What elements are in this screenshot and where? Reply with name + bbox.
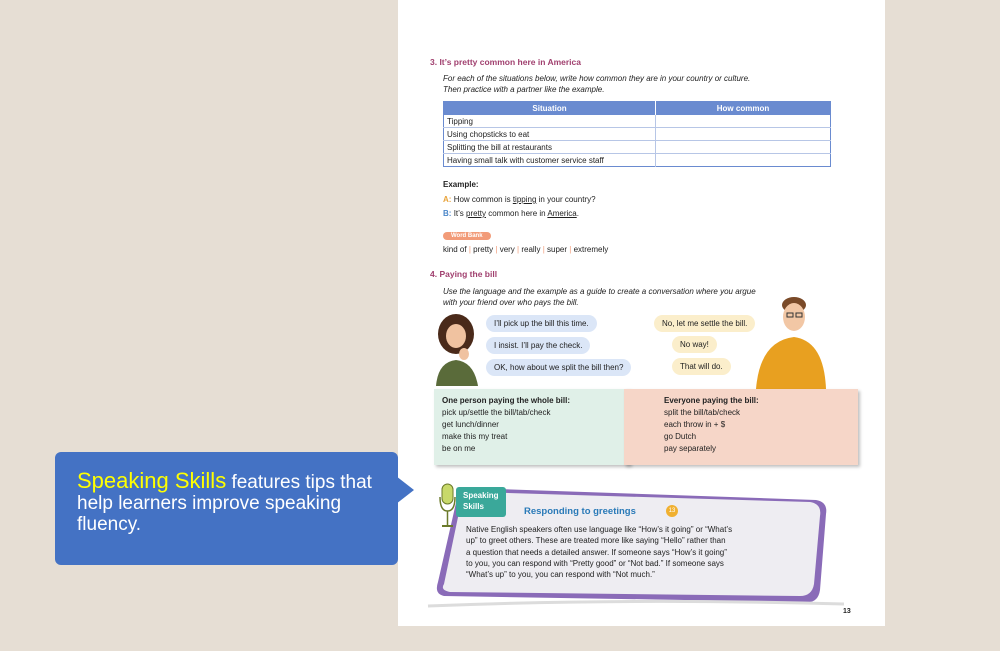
speech-bubble-left: I’ll pick up the bill this time. (486, 315, 597, 332)
situation-cell: Having small talk with customer service staff (444, 154, 656, 167)
word-bank-list: kind of | pretty | very | really | super | extremely (443, 245, 609, 254)
example-label: Example: (443, 180, 479, 189)
callout-description: features tips that help learners improve speaking fluency. (77, 472, 372, 535)
how-common-cell[interactable] (656, 141, 831, 154)
example-line-b: B: It’s pretty common here in America. (443, 209, 579, 218)
one-person-paying-box: One person paying the whole bill: pick up/settle the bill/tab/check get lunch/dinner make this my treat be on me (434, 389, 630, 465)
feature-callout (55, 452, 398, 565)
section-4-instructions: Use the language and the example as a guide to create a conversation where you argue with your friend over who pays the bill. (443, 287, 756, 307)
table-row (444, 115, 831, 128)
callout-arrow (396, 476, 414, 504)
example-line-a: A: How common is tipping in your country? (443, 195, 596, 204)
column-header-how-common: How common (656, 102, 831, 116)
callout-text (77, 470, 387, 535)
audio-track-icon[interactable]: 13 (666, 505, 678, 517)
table-row (444, 154, 831, 167)
speech-bubble-right: That will do. (672, 358, 731, 375)
speaking-skills-title: Responding to greetings (524, 506, 636, 517)
speech-bubble-left: OK, how about we split the bill then? (486, 359, 631, 376)
speaking-skills-body: Native English speakers often use language like “How’s it going” or “What’s up” to greet others. These are treated more like saying “Hello” rather than a question that needs a detailed answer. If someone says “How’s it going” to you, you can respond with “Pretty good” or “Not bad.” If someone says “What’s up” to you, you can respond with “Not much.” (466, 525, 733, 580)
section-3-title: 3. It’s pretty common here in America (430, 57, 581, 67)
word-bank-label: Word Bank (443, 232, 491, 240)
speaker-a: A: (443, 195, 452, 204)
table-row (444, 141, 831, 154)
how-common-cell[interactable] (656, 154, 831, 167)
microphone-icon (438, 483, 458, 529)
how-common-cell[interactable] (656, 128, 831, 141)
situation-cell: Splitting the bill at restaurants (444, 141, 656, 154)
section-3-instructions: For each of the situations below, write how common they are in your country or culture. Then practice with a partner like the example. (443, 74, 751, 94)
column-header-situation: Situation (444, 102, 656, 116)
speech-bubble-right: No way! (672, 336, 717, 353)
man-smiling-illustration (746, 295, 828, 389)
page-number: 13 (843, 608, 851, 615)
callout-highlight: Speaking Skills (77, 468, 227, 493)
situation-cell: Using chopsticks to eat (444, 128, 656, 141)
table-row (444, 128, 831, 141)
woman-thinking-illustration (428, 310, 490, 386)
everyone-paying-box: Everyone paying the bill: split the bill/tab/check each throw in + $ go Dutch pay separately (624, 389, 858, 465)
section-4-title: 4. Paying the bill (430, 269, 498, 279)
speaker-b: B: (443, 209, 452, 218)
how-common-cell[interactable] (656, 115, 831, 128)
situation-cell: Tipping (444, 115, 656, 128)
speech-bubble-left: I insist. I’ll pay the check. (486, 337, 590, 354)
speaking-skills-badge: Speaking Skills (456, 487, 506, 517)
speech-bubble-right: No, let me settle the bill. (654, 315, 755, 332)
situation-table (443, 101, 831, 167)
textbook-page (398, 0, 885, 626)
